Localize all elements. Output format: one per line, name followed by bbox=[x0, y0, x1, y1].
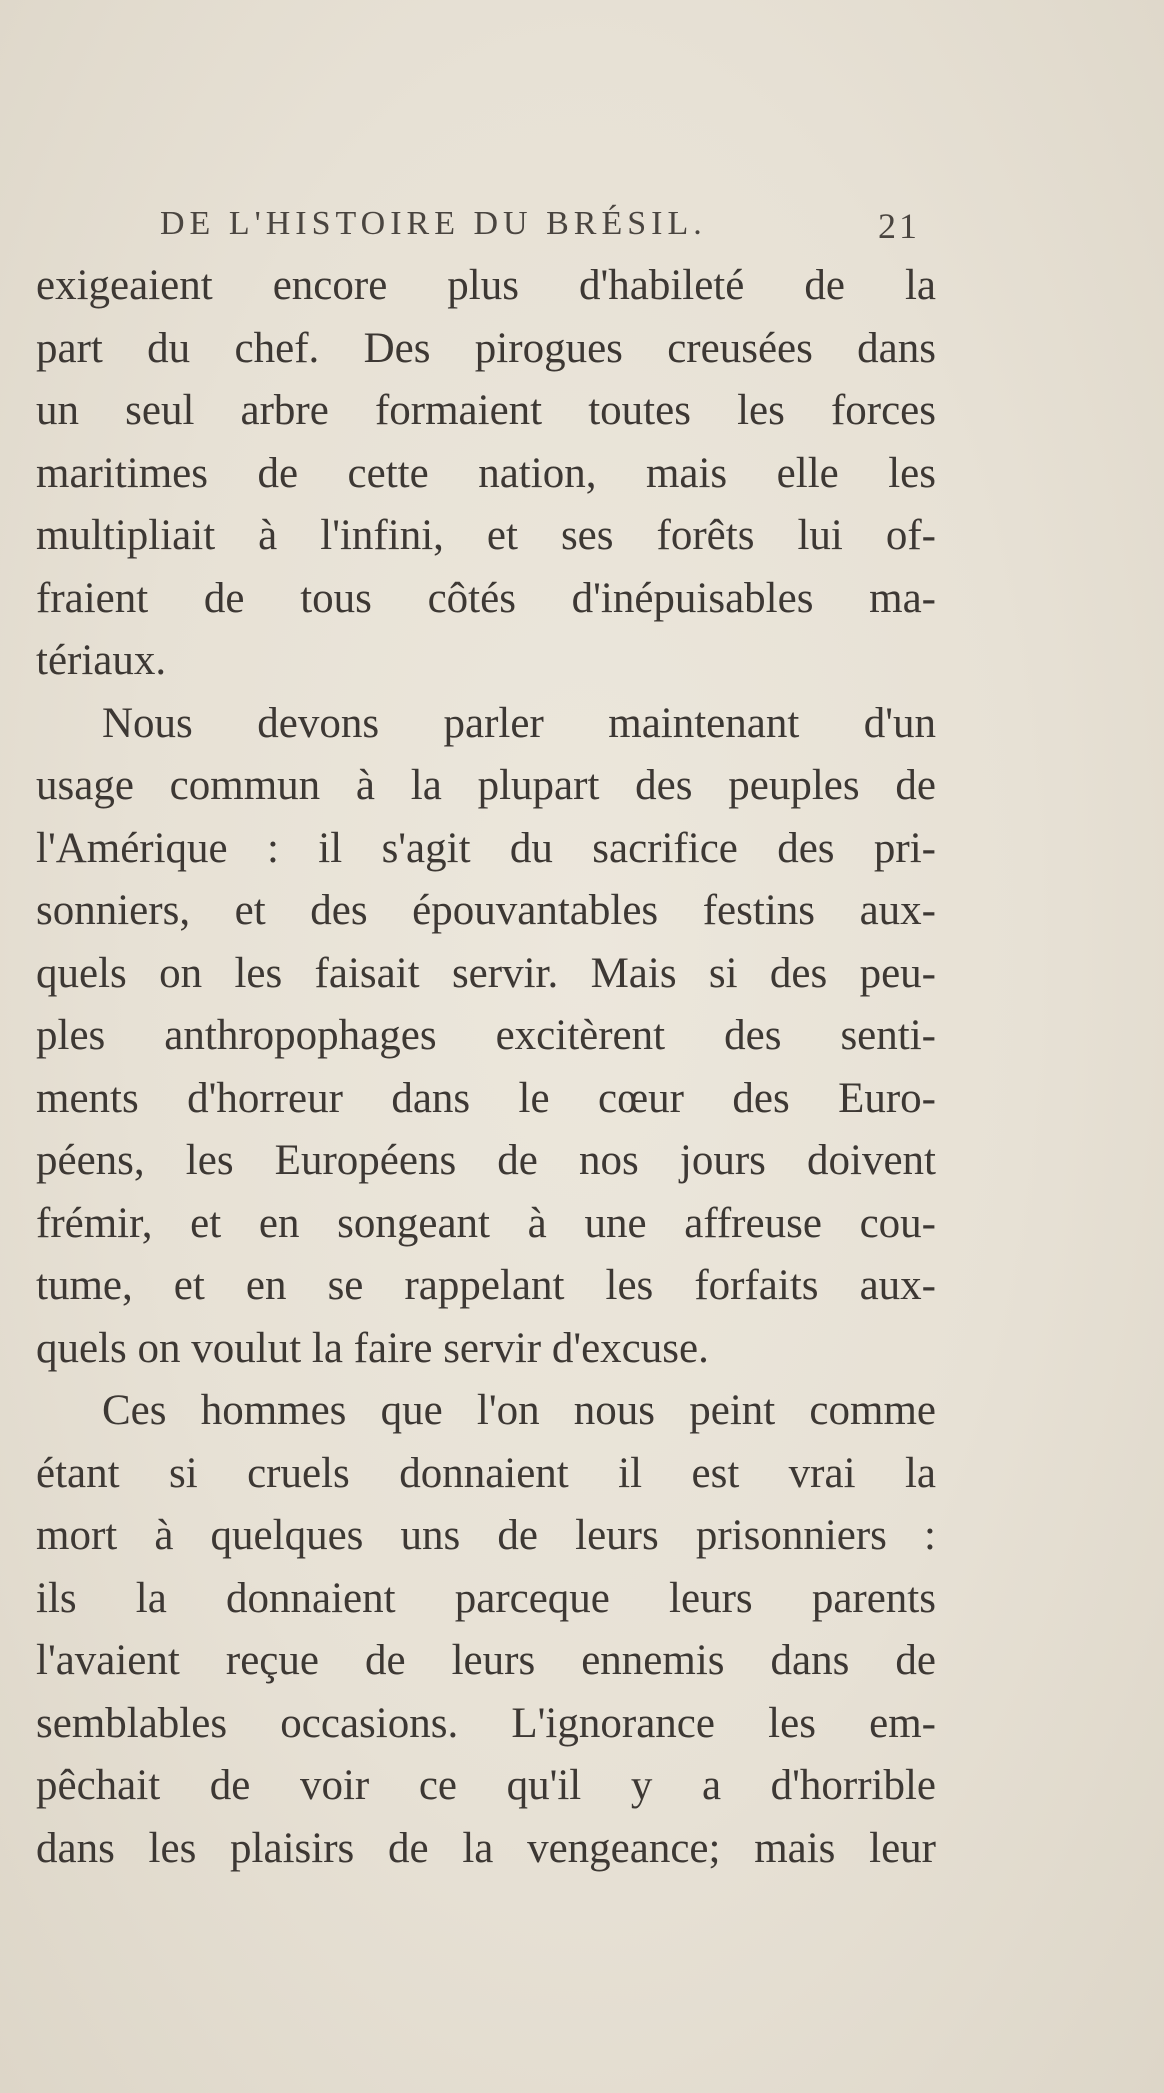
text-line: part du chef. Des pirogues creusées dans bbox=[36, 324, 936, 372]
text-line: pêchait de voir ce qu'il y a d'horrible bbox=[36, 1762, 936, 1809]
text-line: quels on les faisait servir. Mais si des peu- bbox=[36, 949, 936, 997]
text-line: péens, les Européens de nos jours doivent bbox=[36, 1137, 936, 1184]
text-line: l'Amérique : il s'agit du sacrifice des pri- bbox=[36, 824, 936, 872]
text-line: ples anthropophages excitèrent des senti- bbox=[36, 1012, 936, 1059]
page-number: 21 bbox=[878, 206, 920, 246]
text-line: l'avaient reçue de leurs ennemis dans de bbox=[36, 1637, 936, 1684]
text-line: frémir, et en songeant à une affreuse cou- bbox=[36, 1199, 936, 1247]
text-line: exigeaient encore plus d'habileté de la bbox=[36, 262, 936, 309]
body-text bbox=[36, 255, 936, 1880]
text-line: fraient de tous côtés d'inépuisables ma- bbox=[36, 574, 936, 622]
text-line: dans les plaisirs de la vengeance; mais leur bbox=[36, 1824, 936, 1872]
text-line: tériaux. bbox=[36, 637, 167, 684]
text-line: Nous devons parler maintenant d'un bbox=[102, 699, 936, 747]
text-line: ils la donnaient parceque leurs parents bbox=[36, 1574, 936, 1622]
text-line: multipliait à l'infini, et ses forêts lui of- bbox=[36, 512, 936, 559]
text-line: maritimes de cette nation, mais elle les bbox=[36, 449, 936, 497]
text-line: sonniers, et des épouvantables festins aux- bbox=[36, 887, 936, 934]
text-line: quels on voulut la faire servir d'excuse. bbox=[36, 1324, 709, 1372]
running-title: DE L'HISTOIRE DU BRÉSIL. bbox=[160, 205, 707, 242]
text-line: étant si cruels donnaient il est vrai la bbox=[36, 1449, 936, 1497]
text-line: tume, et en se rappelant les forfaits aux- bbox=[36, 1262, 936, 1309]
page-header bbox=[160, 205, 920, 255]
text-line: un seul arbre formaient toutes les forces bbox=[36, 387, 936, 434]
text-line: semblables occasions. L'ignorance les em- bbox=[36, 1699, 936, 1747]
text-line: Ces hommes que l'on nous peint comme bbox=[102, 1387, 936, 1434]
text-line: ments d'horreur dans le cœur des Euro- bbox=[36, 1074, 936, 1122]
text-line: usage commun à la plupart des peuples de bbox=[36, 762, 936, 809]
text-line: mort à quelques uns de leurs prisonniers : bbox=[36, 1512, 936, 1559]
